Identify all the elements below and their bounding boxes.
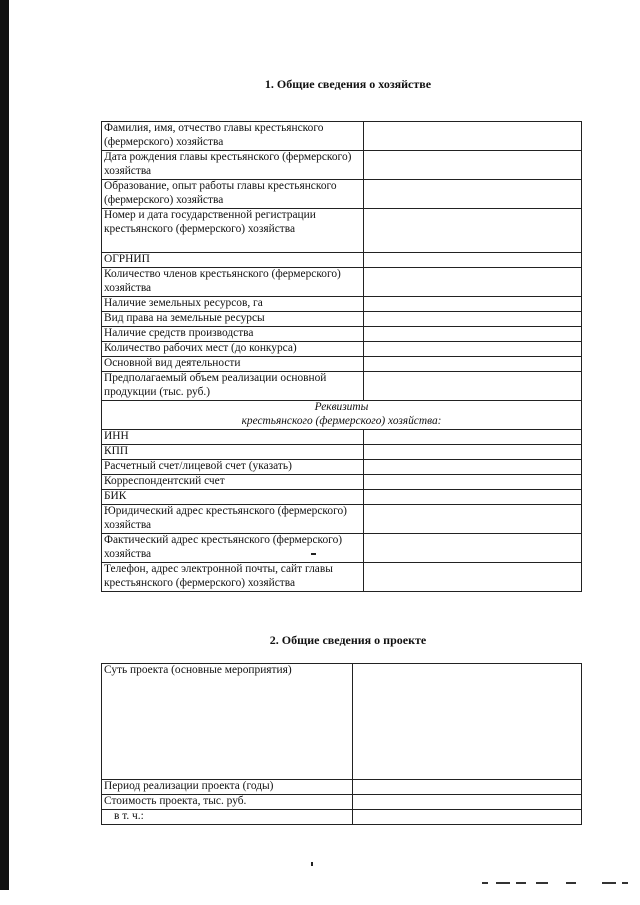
row-value[interactable] — [363, 534, 581, 563]
requisites-heading-line-2: крестьянского (фермерского) хозяйства: — [241, 414, 442, 427]
table-row — [102, 372, 582, 401]
table-row — [102, 810, 582, 825]
table-row — [102, 795, 582, 810]
row-value[interactable] — [363, 563, 581, 592]
section-2-title: 2. Общие сведения о проекте — [269, 633, 427, 647]
table-row — [102, 253, 582, 268]
row-label: Фамилия, имя, отчество главы крестьянского (фермерского) хозяйства — [102, 122, 364, 151]
scan-mark — [536, 882, 548, 884]
table-row — [102, 445, 582, 460]
table-row — [102, 327, 582, 342]
table-row — [102, 505, 582, 534]
scan-mark — [622, 882, 628, 884]
row-value[interactable] — [363, 475, 581, 490]
table-row — [102, 122, 582, 151]
row-value[interactable] — [363, 342, 581, 357]
table-row — [102, 151, 582, 180]
row-value[interactable] — [353, 795, 582, 810]
row-value[interactable] — [363, 505, 581, 534]
row-label: Корреспондентский счет — [102, 475, 364, 490]
row-value[interactable] — [363, 209, 581, 253]
row-label: КПП — [102, 445, 364, 460]
table-row — [102, 312, 582, 327]
farm-info-table — [101, 121, 582, 592]
row-label: Количество членов крестьянского (фермерского) хозяйства — [102, 268, 364, 297]
scan-mark — [482, 882, 488, 884]
row-value[interactable] — [353, 810, 582, 825]
table-row — [102, 342, 582, 357]
row-label: Телефон, адрес электронной почты, сайт главы крестьянского (фермерского) хозяйства — [102, 563, 364, 592]
table-row — [102, 430, 582, 445]
row-value[interactable] — [363, 180, 581, 209]
table-row — [102, 460, 582, 475]
row-value[interactable] — [363, 430, 581, 445]
table-row — [102, 490, 582, 505]
requisites-heading — [102, 401, 582, 430]
row-value[interactable] — [363, 460, 581, 475]
row-label: Количество рабочих мест (до конкурса) — [102, 342, 364, 357]
row-label: в т. ч.: — [102, 810, 353, 825]
row-value[interactable] — [363, 327, 581, 342]
row-value[interactable] — [363, 268, 581, 297]
scan-artifact-marks — [482, 882, 632, 886]
requisites-heading-row — [102, 401, 582, 430]
table-row — [102, 563, 582, 592]
row-label: Дата рождения главы крестьянского (фермерского) хозяйства — [102, 151, 364, 180]
row-value[interactable] — [363, 151, 581, 180]
row-value[interactable] — [363, 372, 581, 401]
row-label: Фактический адрес крестьянского (фермерского) хозяйства — [102, 534, 364, 563]
scan-edge-bar — [0, 0, 9, 890]
row-label: Расчетный счет/лицевой счет (указать) — [102, 460, 364, 475]
table-row — [102, 475, 582, 490]
row-value[interactable] — [363, 253, 581, 268]
scan-mark — [496, 882, 510, 884]
row-value[interactable] — [363, 445, 581, 460]
table-row — [102, 180, 582, 209]
project-info-table — [101, 663, 582, 825]
requisites-heading-line-1: Реквизиты — [314, 401, 369, 413]
scan-mark — [311, 862, 313, 866]
scan-mark — [566, 882, 576, 884]
row-value[interactable] — [353, 780, 582, 795]
row-label: ИНН — [102, 430, 364, 445]
scan-mark — [516, 882, 526, 884]
table-row — [102, 209, 582, 253]
row-label: Основной вид деятельности — [102, 357, 364, 372]
row-value[interactable] — [363, 122, 581, 151]
table-row — [102, 357, 582, 372]
row-value[interactable] — [363, 357, 581, 372]
row-label: Вид права на земельные ресурсы — [102, 312, 364, 327]
scan-mark — [602, 882, 616, 884]
row-label: БИК — [102, 490, 364, 505]
row-label: ОГРНИП — [102, 253, 364, 268]
row-label: Образование, опыт работы главы крестьянского (фермерского) хозяйства — [102, 180, 364, 209]
section-1-title: 1. Общие сведения о хозяйстве — [264, 77, 432, 91]
row-value[interactable] — [353, 664, 582, 780]
row-label: Предполагаемый объем реализации основной продукции (тыс. руб.) — [102, 372, 364, 401]
table-row — [102, 664, 582, 780]
table-row — [102, 268, 582, 297]
row-label: Наличие средств производства — [102, 327, 364, 342]
row-label: Юридический адрес крестьянского (фермерского) хозяйства — [102, 505, 364, 534]
row-label: Суть проекта (основные мероприятия) — [102, 664, 353, 780]
row-value[interactable] — [363, 490, 581, 505]
row-value[interactable] — [363, 312, 581, 327]
scan-mark — [311, 553, 316, 555]
row-label: Номер и дата государственной регистрации крестьянского (фермерского) хозяйства — [102, 209, 364, 253]
row-label: Стоимость проекта, тыс. руб. — [102, 795, 353, 810]
row-label: Период реализации проекта (годы) — [102, 780, 353, 795]
table-row — [102, 534, 582, 563]
table-row — [102, 297, 582, 312]
row-value[interactable] — [363, 297, 581, 312]
row-label: Наличие земельных ресурсов, га — [102, 297, 364, 312]
table-row — [102, 780, 582, 795]
